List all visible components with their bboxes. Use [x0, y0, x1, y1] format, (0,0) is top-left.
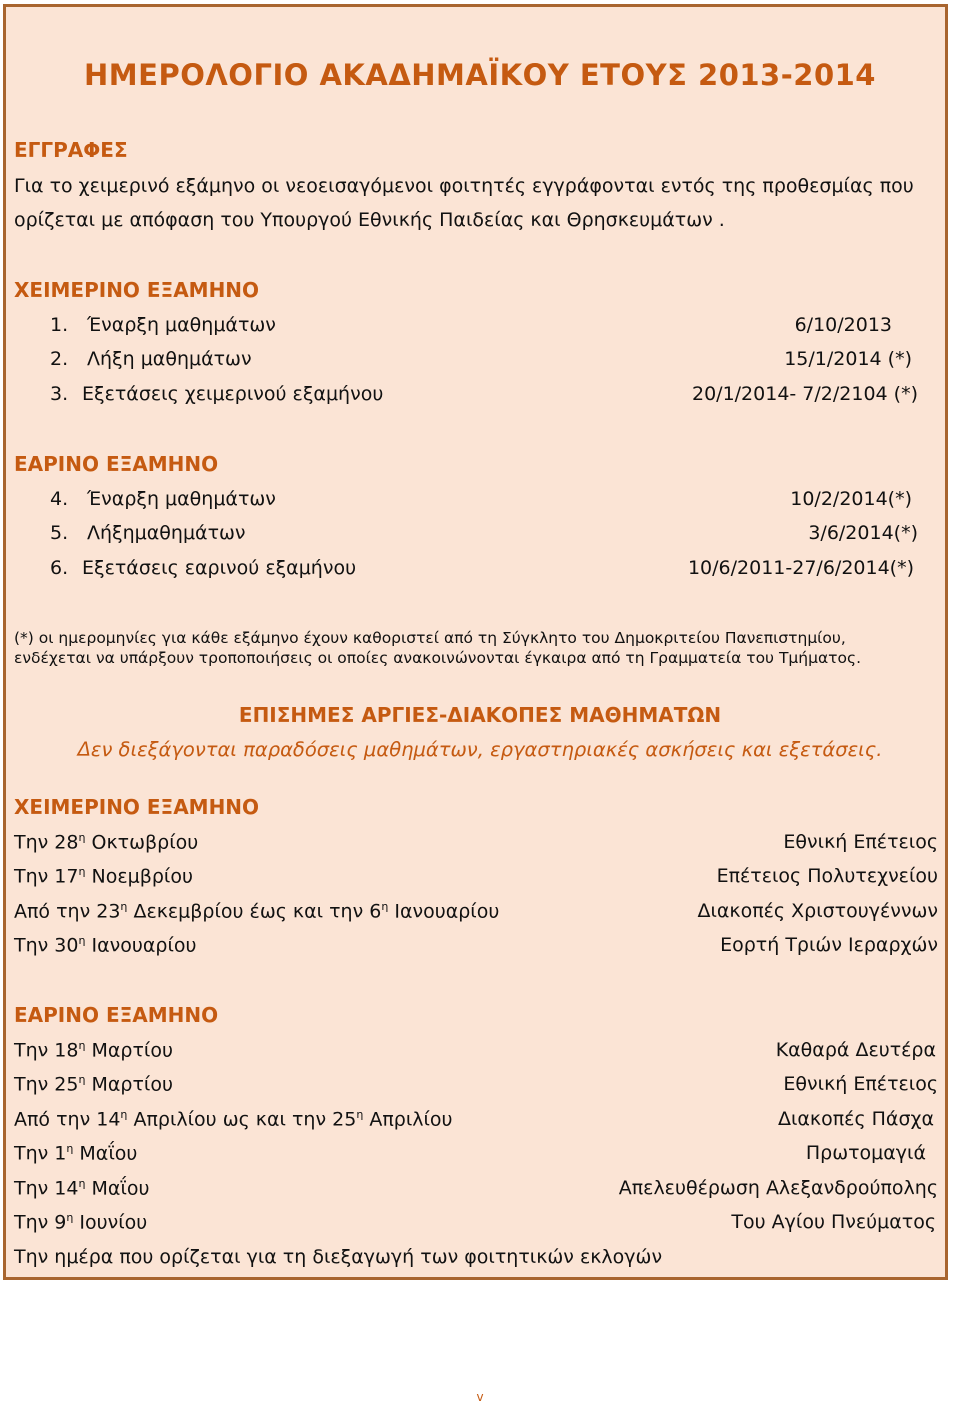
holiday-name: Πρωτομαγιά — [805, 1142, 926, 1164]
list-item-label: Λήξη μαθημάτων — [87, 348, 252, 370]
list-item-date: 6/10/2013 — [794, 314, 892, 336]
holiday-name: Εθνική Επέτειος — [783, 1073, 938, 1095]
list-item-number: 4. — [50, 488, 69, 510]
holiday-name: Απελευθέρωση Αλεξανδρούπολης — [618, 1177, 938, 1199]
holiday-date: Την $18^\eta$ Μαρτίου — [14, 1039, 173, 1062]
holiday-date: Από την $23^\eta$ Δεκεμβρίου έως και την $6^\eta$ Ιανουαρίου — [14, 900, 500, 923]
holidays-spring-heading: ΕΑΡΙΝΟ ΕΞΑΜΗΝΟ — [14, 1003, 219, 1027]
footer-mark: v — [476, 1390, 484, 1404]
list-item-date: 10/6/2011-27/6/2014(*) — [687, 557, 914, 579]
holiday-name: Επέτειος Πολυτεχνείου — [716, 865, 938, 887]
holiday-name: Καθαρά Δευτέρα — [775, 1039, 936, 1061]
footnote-line1: (*) οι ημερομηνίες για κάθε εξάμηνο έχουν καθοριστεί από τη Σύγκλητο του Δημοκριτείου Πανεπιστημίου, — [14, 629, 846, 647]
holiday-date: Την $14^\eta$ Μαΐου — [14, 1177, 150, 1200]
holidays-winter-heading: ΧΕΙΜΕΡΙΝΟ ΕΞΑΜΗΝΟ — [14, 795, 260, 819]
holiday-name: Εθνική Επέτειος — [783, 831, 938, 853]
holiday-name: Εορτή Τριών Ιεραρχών — [720, 934, 938, 956]
holiday-name: Διακοπές Χριστουγέννων — [697, 900, 938, 922]
holiday-date: Την $28^\eta$ Οκτωβρίου — [14, 831, 199, 854]
list-item-number: 3. — [50, 383, 69, 405]
list-item-date: 15/1/2014 (*) — [784, 348, 912, 370]
list-item-number: 6. — [50, 557, 69, 579]
list-item-date: 20/1/2014- 7/2/2104 (*) — [691, 383, 918, 405]
holiday-date: Την $30^\eta$ Ιανουαρίου — [14, 934, 197, 957]
list-item-label: Έναρξη μαθημάτων — [87, 314, 276, 336]
holiday-date: Από την $14^\eta$ Απριλίου ως και την $25^\eta$ Απριλίου — [14, 1108, 453, 1131]
list-item-date: 10/2/2014(*) — [790, 488, 912, 510]
list-item-label: Λήξημαθημάτων — [87, 522, 246, 544]
list-item-label: Εξετάσεις εαρινού εξαμήνου — [82, 557, 357, 579]
list-item-number: 2. — [50, 348, 69, 370]
list-item-date: 3/6/2014(*) — [808, 522, 918, 544]
holidays-heading: ΕΠΙΣΗΜΕΣ ΑΡΓΙΕΣ-ΔΙΑΚΟΠΕΣ ΜΑΘΗΜΑΤΩΝ — [238, 703, 722, 727]
holiday-name: Του Αγίου Πνεύματος — [731, 1211, 936, 1233]
registration-text-line2: ορίζεται με απόφαση του Υπουργού Εθνικής Παιδείας και Θρησκευμάτων . — [14, 209, 725, 231]
winter-semester-heading: ΧΕΙΜΕΡΙΝΟ ΕΞΑΜΗΝΟ — [14, 278, 260, 302]
footnote-line2: ενδέχεται να υπάρξουν τροποποιήσεις οι οποίες ανακοινώνονται έγκαιρα από τη Γραμματεία του Τμήματος. — [14, 649, 862, 667]
holiday-name: Διακοπές Πάσχα — [777, 1108, 934, 1130]
spring-semester-heading: ΕΑΡΙΝΟ ΕΞΑΜΗΝΟ — [14, 452, 219, 476]
registration-text-line1: Για το χειμερινό εξάμηνο οι νεοεισαγόμενοι φοιτητές εγγράφονται εντός της προθεσμίας που — [14, 175, 914, 197]
holiday-date: Την $9^\eta$ Ιουνίου — [14, 1211, 148, 1234]
holiday-date: Την $17^\eta$ Νοεμβρίου — [14, 865, 193, 888]
list-item-number: 5. — [50, 522, 69, 544]
holiday-date: Την $25^\eta$ Μαρτίου — [14, 1073, 173, 1096]
holiday-last-line: Την ημέρα που ορίζεται για τη διεξαγωγή των φοιτητικών εκλογών — [14, 1246, 663, 1268]
list-item-number: 1. — [50, 314, 69, 336]
registration-heading: ΕΓΓΡΑΦΕΣ — [14, 138, 128, 162]
page-title: ΗΜΕΡΟΛΟΓΙΟ ΑΚΑΔΗΜΑΪΚΟΥ ΕΤΟΥΣ 2013-2014 — [84, 58, 876, 92]
list-item-label: Εξετάσεις χειμερινού εξαμήνου — [82, 383, 384, 405]
holiday-date: Την $1^\eta$ Μαΐου — [14, 1142, 138, 1165]
holidays-subheading: Δεν διεξάγονται παραδόσεις μαθημάτων, εργαστηριακές ασκήσεις και εξετάσεις. — [77, 738, 883, 761]
list-item-label: Έναρξη μαθημάτων — [87, 488, 276, 510]
